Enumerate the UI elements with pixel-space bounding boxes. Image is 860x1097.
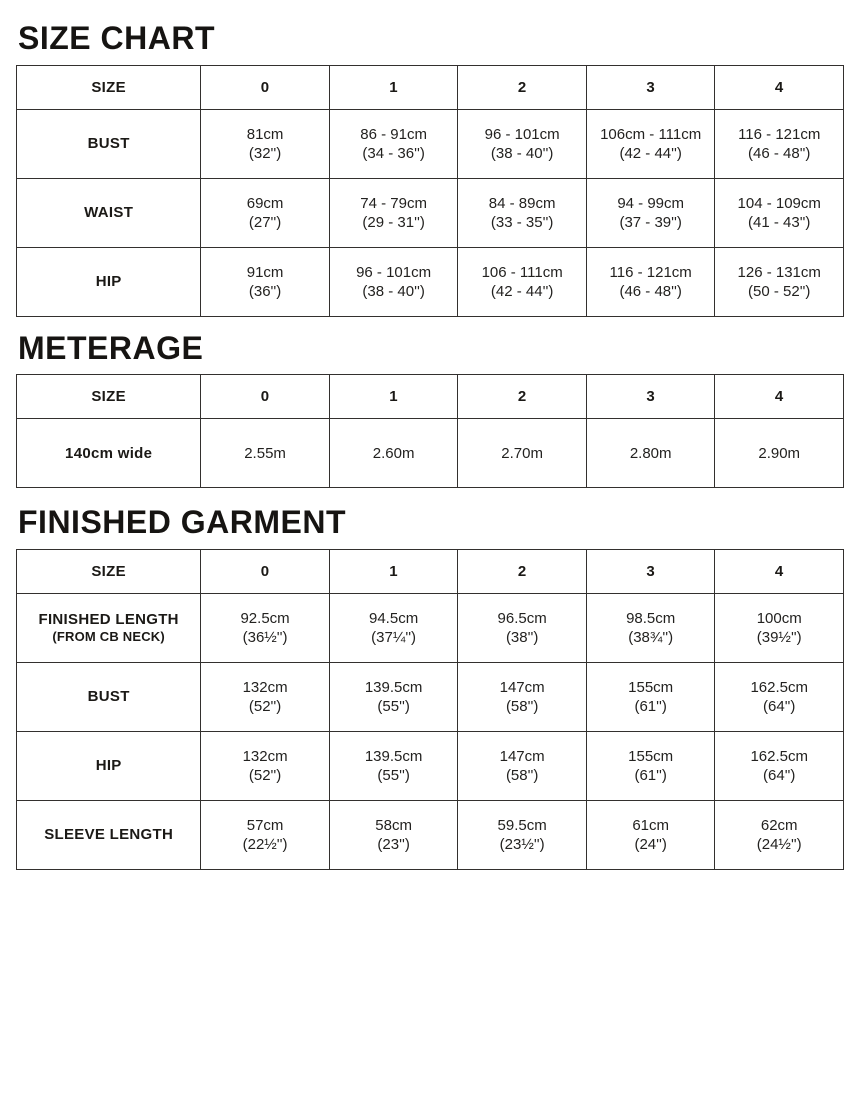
data-cell: 94.5cm (37¼'') xyxy=(329,593,458,662)
column-header-size-0: 0 xyxy=(201,549,330,593)
column-header-size-3: 3 xyxy=(586,65,715,109)
data-cell: 74 - 79cm (29 - 31'') xyxy=(329,178,458,247)
data-cell: 106cm - 111cm (42 - 44'') xyxy=(586,109,715,178)
data-cell: 139.5cm (55'') xyxy=(329,662,458,731)
data-cell: 84 - 89cm (33 - 35'') xyxy=(458,178,587,247)
meterage-table xyxy=(16,374,844,488)
column-header-size-2: 2 xyxy=(458,65,587,109)
data-cell: 104 - 109cm (41 - 43'') xyxy=(715,178,844,247)
meterage-title: METERAGE xyxy=(18,329,204,366)
data-cell: 59.5cm (23½'') xyxy=(458,800,587,869)
size-column-label: SIZE xyxy=(17,375,201,419)
data-cell: 58cm (23'') xyxy=(329,800,458,869)
data-cell: 147cm (58'') xyxy=(458,731,587,800)
column-header-size-2: 2 xyxy=(458,375,587,419)
data-cell: 96 - 101cm (38 - 40'') xyxy=(329,247,458,316)
data-cell: 147cm (58'') xyxy=(458,662,587,731)
row-label: WAIST xyxy=(17,178,201,247)
row-label: SLEEVE LENGTH xyxy=(17,800,201,869)
size-column-label: SIZE xyxy=(17,549,201,593)
data-cell: 162.5cm (64'') xyxy=(715,731,844,800)
table-row xyxy=(17,800,844,869)
size-guide-document xyxy=(16,22,844,870)
column-header-size-4: 4 xyxy=(715,549,844,593)
column-header-size-4: 4 xyxy=(715,375,844,419)
size-chart-title: SIZE CHART xyxy=(18,20,215,56)
data-cell: 81cm (32'') xyxy=(201,109,330,178)
row-label: FINISHED LENGTH (FROM CB NECK) xyxy=(17,593,201,662)
data-cell: 62cm (24½'') xyxy=(715,800,844,869)
data-cell: 2.80m xyxy=(586,419,715,488)
header-row xyxy=(17,549,844,593)
table-row xyxy=(17,662,844,731)
column-header-size-0: 0 xyxy=(201,375,330,419)
data-cell: 86 - 91cm (34 - 36'') xyxy=(329,109,458,178)
table-row xyxy=(17,109,844,178)
data-cell: 126 - 131cm (50 - 52'') xyxy=(715,247,844,316)
column-header-size-3: 3 xyxy=(586,549,715,593)
table-row xyxy=(17,419,844,488)
table-row xyxy=(17,178,844,247)
row-label: HIP xyxy=(17,731,201,800)
data-cell: 2.70m xyxy=(458,419,587,488)
data-cell: 116 - 121cm (46 - 48'') xyxy=(715,109,844,178)
data-cell: 2.90m xyxy=(715,419,844,488)
data-cell: 92.5cm (36½'') xyxy=(201,593,330,662)
column-header-size-0: 0 xyxy=(201,65,330,109)
row-label: BUST xyxy=(17,109,201,178)
finished-garment-title: FINISHED GARMENT xyxy=(18,504,346,541)
data-cell: 61cm (24'') xyxy=(586,800,715,869)
row-label: BUST xyxy=(17,662,201,731)
header-row xyxy=(17,65,844,109)
data-cell: 96 - 101cm (38 - 40'') xyxy=(458,109,587,178)
data-cell: 91cm (36'') xyxy=(201,247,330,316)
data-cell: 106 - 111cm (42 - 44'') xyxy=(458,247,587,316)
table-row xyxy=(17,247,844,316)
data-cell: 96.5cm (38'') xyxy=(458,593,587,662)
data-cell: 2.55m xyxy=(201,419,330,488)
finished-garment-table xyxy=(16,549,844,870)
data-cell: 57cm (22½'') xyxy=(201,800,330,869)
data-cell: 98.5cm (38¾'') xyxy=(586,593,715,662)
data-cell: 69cm (27'') xyxy=(201,178,330,247)
column-header-size-4: 4 xyxy=(715,65,844,109)
data-cell: 100cm (39½'') xyxy=(715,593,844,662)
column-header-size-3: 3 xyxy=(586,375,715,419)
column-header-size-1: 1 xyxy=(329,65,458,109)
data-cell: 155cm (61'') xyxy=(586,731,715,800)
header-row xyxy=(17,375,844,419)
data-cell: 116 - 121cm (46 - 48'') xyxy=(586,247,715,316)
table-row xyxy=(17,731,844,800)
column-header-size-1: 1 xyxy=(329,375,458,419)
row-label: HIP xyxy=(17,247,201,316)
data-cell: 162.5cm (64'') xyxy=(715,662,844,731)
data-cell: 132cm (52'') xyxy=(201,662,330,731)
data-cell: 139.5cm (55'') xyxy=(329,731,458,800)
data-cell: 94 - 99cm (37 - 39'') xyxy=(586,178,715,247)
row-label: 140cm wide xyxy=(17,419,201,488)
data-cell: 132cm (52'') xyxy=(201,731,330,800)
size-chart-table xyxy=(16,65,844,317)
size-column-label: SIZE xyxy=(17,65,201,109)
table-row xyxy=(17,593,844,662)
column-header-size-1: 1 xyxy=(329,549,458,593)
data-cell: 155cm (61'') xyxy=(586,662,715,731)
column-header-size-2: 2 xyxy=(458,549,587,593)
data-cell: 2.60m xyxy=(329,419,458,488)
